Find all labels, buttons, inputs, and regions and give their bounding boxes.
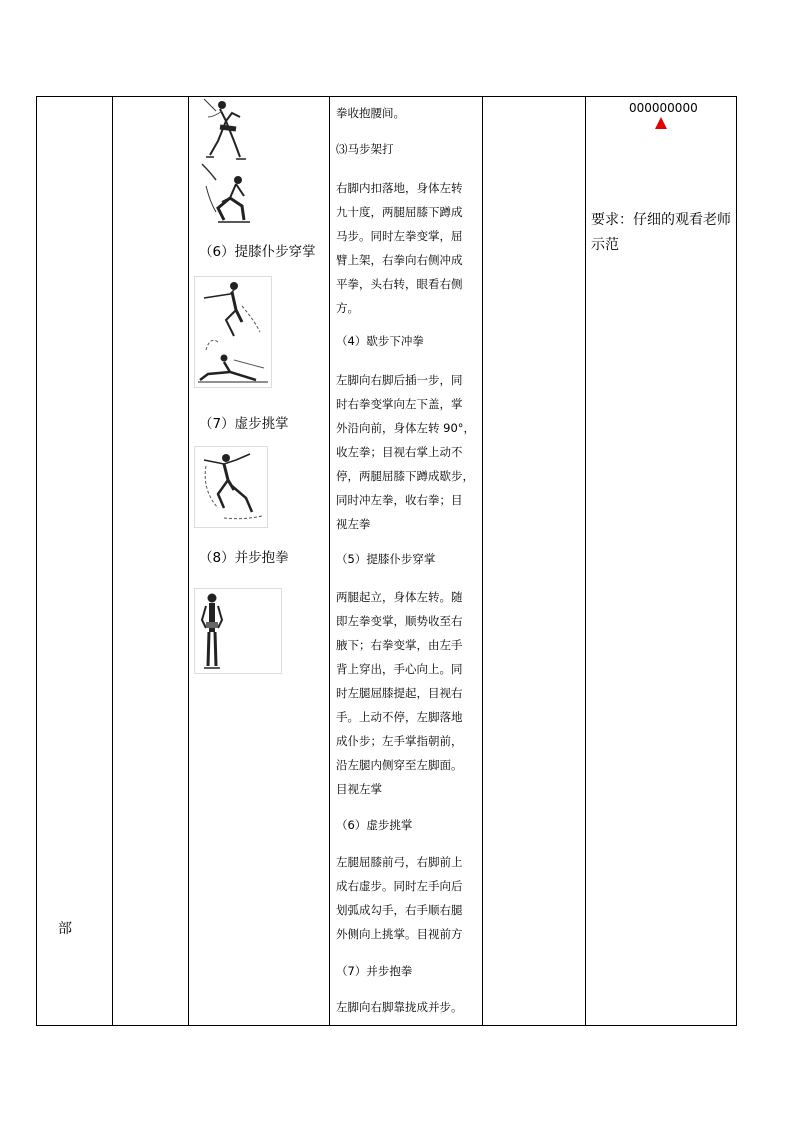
step-line: 时左腿屈膝提起，目视右 xyxy=(336,686,463,700)
step-line: 平拳，头右转，眼看右侧 xyxy=(336,277,463,291)
col-border-4 xyxy=(329,96,330,1026)
figure-feet-together-fist xyxy=(194,588,282,674)
figure-knee-lift-crouch-step xyxy=(194,276,272,388)
step-line: 右脚内扣落地，身体左转 xyxy=(336,181,463,195)
step-line: 时右拳变掌向左下盖，掌 xyxy=(336,397,463,411)
requirement-note xyxy=(591,208,736,258)
step-line: 手。上动不停，左脚落地 xyxy=(336,710,463,724)
step-line: 方。 xyxy=(336,301,359,315)
step-body-empty-step-palm xyxy=(336,850,478,946)
step-line: 视左拳 xyxy=(336,517,371,531)
step-line: 同时冲左拳，收右拳；目 xyxy=(336,493,463,507)
figure-empty-step-palm xyxy=(194,446,268,528)
section-label: 部 xyxy=(58,921,72,937)
step-line: 外沿向前，身体左转 90°， xyxy=(336,421,476,435)
step-line: 划弧成勾手，右手顺右腿 xyxy=(336,903,463,917)
step-line: 停，两腿屈膝下蹲成歇步， xyxy=(336,469,474,483)
table-bottom-border xyxy=(36,1025,737,1026)
step-line: 即左拳变掌，顺势收至右 xyxy=(336,614,463,628)
step-line: 九十度，两腿屈膝下蹲成 xyxy=(336,205,463,219)
col-border-1 xyxy=(36,96,37,1026)
step-line: 左脚向右脚靠拢成并步。 xyxy=(336,1000,463,1014)
figure-leg-swing xyxy=(196,97,256,163)
marker-triangle-icon xyxy=(655,117,667,129)
step-line: 成右虚步。同时左手向后 xyxy=(336,879,463,893)
step-line: 沿左腿内侧穿至左脚面。 xyxy=(336,758,463,772)
col-border-3 xyxy=(188,96,189,1026)
requirement-line: 要求：仔细的观看老师 xyxy=(591,212,731,228)
figure-crouch xyxy=(200,162,260,228)
step-title-rest-stance-punch: （4）歇步下冲拳 xyxy=(336,334,424,348)
placeholder-digits: 000000000 xyxy=(629,101,698,115)
step-title-horse-stance: ⑶马步架打 xyxy=(336,142,394,156)
step-line: 背上穿出，手心向上。同 xyxy=(336,662,463,676)
step-line: 目视左掌 xyxy=(336,782,382,796)
step-line: 左腿屈膝前弓，右脚前上 xyxy=(336,855,463,869)
step-line: 左脚向右脚后插一步，同 xyxy=(336,373,463,387)
step-line: 成仆步；左手掌指朝前， xyxy=(336,734,463,748)
step-line: 外侧向上挑掌。目视前方 xyxy=(336,927,463,941)
step-line: 马步。同时左拳变掌，屈 xyxy=(336,229,463,243)
step-body-horse-stance xyxy=(336,176,478,320)
requirement-line: 示范 xyxy=(591,237,619,253)
caption-knee-lift-crouch-step: （6）提膝仆步穿掌 xyxy=(199,244,316,260)
step-body-rest-stance-punch xyxy=(336,368,478,536)
step-line: 两腿起立，身体左转。随 xyxy=(336,590,463,604)
step-line: 收左拳；目视右掌上动不 xyxy=(336,445,463,459)
step-line: 臂上架，右拳向右侧冲成 xyxy=(336,253,463,267)
caption-feet-together-fist: （8）并步抱拳 xyxy=(199,550,289,566)
step-line: 腋下；右拳变掌，由左手 xyxy=(336,638,463,652)
step-title-feet-together-fist: （7）并步抱拳 xyxy=(336,964,413,978)
step-body-knee-lift-palm xyxy=(336,585,478,801)
col-border-2 xyxy=(112,96,113,1026)
step-title-knee-lift-palm: （5）提膝仆步穿掌 xyxy=(336,552,436,566)
step-title-empty-step-palm: （6）虚步挑掌 xyxy=(336,818,413,832)
table-top-border xyxy=(36,96,737,97)
col-border-6 xyxy=(585,96,586,1026)
step-body-feet-together-fist xyxy=(336,995,478,1019)
step-intro: 拳收抱腰间。 xyxy=(336,106,405,120)
caption-empty-step-palm: （7）虚步挑掌 xyxy=(199,416,289,432)
col-border-7 xyxy=(736,96,737,1026)
col-border-5 xyxy=(482,96,483,1026)
